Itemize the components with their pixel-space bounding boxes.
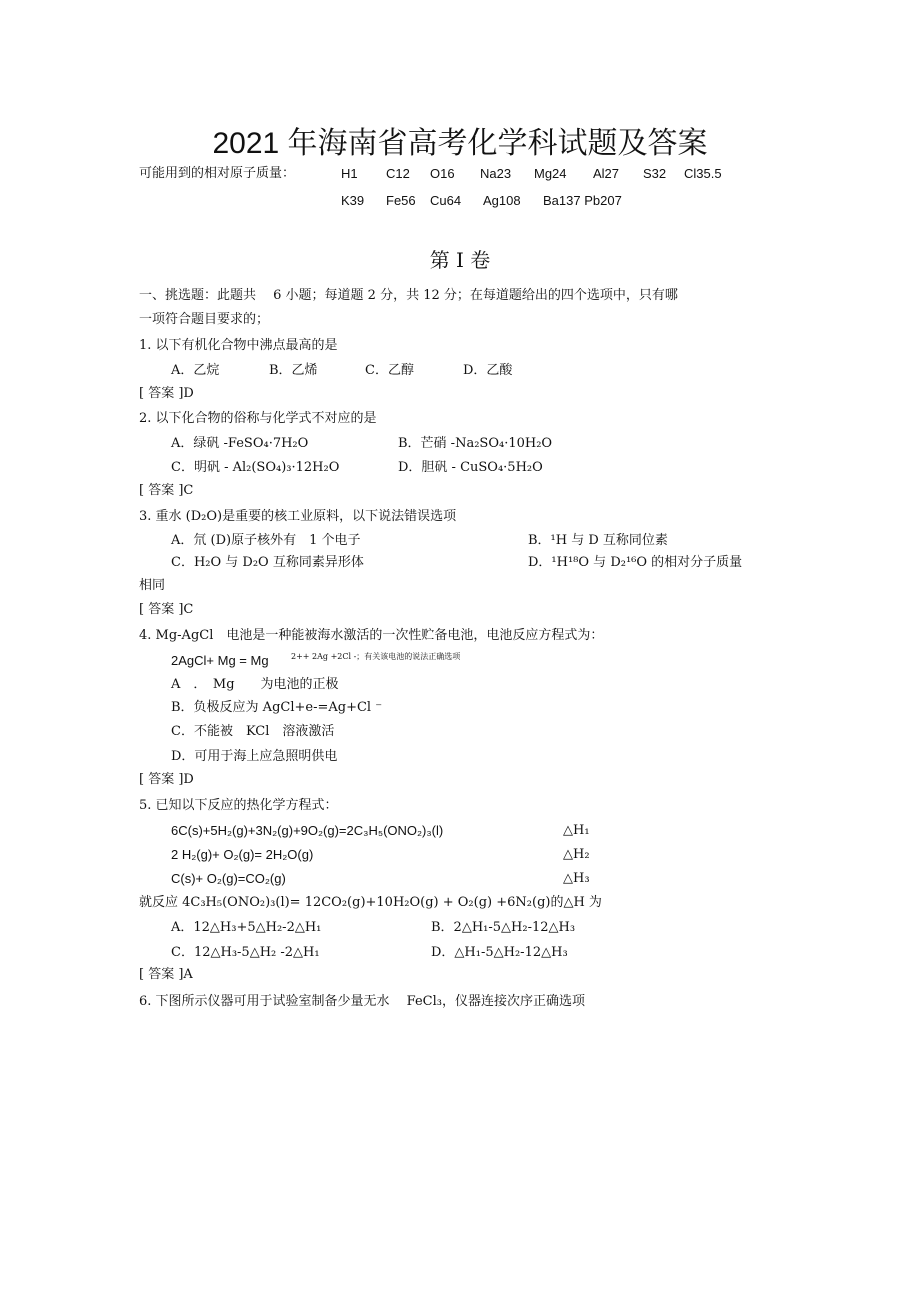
q3-option-d-continued: 相同 [139,578,166,593]
atomic-mass-item: Na23 [480,166,512,181]
q4-answer: [ 答案 ]D [139,772,194,787]
q5-answer: [ 答案 ]A [139,967,193,982]
q1-option-b: B．乙烯 [269,363,318,378]
atomic-mass-item: C12 [386,166,410,181]
atomic-mass-item: Al27 [593,166,620,181]
atomic-mass-item: Fe56 [386,193,416,208]
q5-stem: 5. 已知以下反应的热化学方程式： [139,798,338,813]
atomic-mass-item: K39 [341,193,365,208]
q4-stem: 4. Mg-AgCl 电池是一种能被海水激活的一次性贮备电池，电池反应方程式为： [139,628,604,643]
q5-enthalpy-2: △H₂ [563,847,590,862]
q3-option-d: D．¹H¹⁸O 与 D₂¹⁶O 的相对分子质量 [528,555,743,570]
q4-equation-tail: 2++ 2Ag +2Cl -；有关该电池的说法正确选项 [291,652,461,661]
q5-equation-3: C(s)+ O₂(g)=CO₂(g) [171,871,286,886]
volume-heading: 第 Ⅰ 卷 [429,248,491,272]
q1-option-c: C．乙醇 [365,363,414,378]
q3-option-a: A．氘 (D)原子核外有 1 个电子 [171,533,361,548]
q5-option-d: D．△H₁-5△H₂-12△H₃ [431,945,568,960]
q6-stem: 6. 下图所示仪器可用于试验室制备少量无水 FeCl₃，仪器连接次序正确选项 [139,994,585,1009]
q2-stem: 2. 以下化合物的俗称与化学式不对应的是 [139,411,377,426]
atomic-mass-item: Ba137 Pb207 [543,193,622,208]
q2-answer: [ 答案 ]C [139,483,194,498]
atomic-mass-item: Cu64 [430,193,462,208]
atomic-mass-item: Mg24 [534,166,567,181]
atomic-mass-item: S32 [643,166,667,181]
q1-answer: [ 答案 ]D [139,386,194,401]
section-intro-line2: 一项符合题目要求的； [139,312,270,327]
q2-option-a: A．绿矾 -FeSO₄·7H₂O [171,436,309,451]
q5-enthalpy-3: △H₃ [563,871,590,886]
q5-target-reaction: 就反应 4C₃H₅(ONO₂)₃(l)= 12CO₂(g)+10H₂O(g) + O₂(g) +6N₂(g)的△H 为 [139,895,602,910]
q3-option-b: B．¹H 与 D 互称同位素 [528,533,668,548]
q1-stem: 1. 以下有机化合物中沸点最高的是 [139,338,338,353]
page-title: 2021 年海南省高考化学科试题及答案 [212,127,708,160]
q2-option-b: B．芒硝 -Na₂SO₄·10H₂O [398,436,553,451]
q5-option-b: B．2△H₁-5△H₂-12△H₃ [431,920,576,935]
q4-option-a: A ． Mg 为电池的正极 [171,677,339,692]
q5-enthalpy-1: △H₁ [563,823,590,838]
q1-option-a: A．乙烷 [171,363,220,378]
q4-option-d: D．可用于海上应急照明供电 [171,749,338,764]
q5-option-c: C．12△H₃-5△H₂ -2△H₁ [171,945,320,960]
q2-option-d: D．胆矾 - CuSO₄·5H₂O [398,460,543,475]
q2-option-c: C．明矾 - Al₂(SO₄)₃·12H₂O [171,460,340,475]
q4-equation: 2AgCl+ Mg = Mg [171,653,269,668]
q3-option-c: C．H₂O 与 D₂O 互称同素异形体 [171,555,364,570]
atomic-mass-item: Cl35.5 [684,166,722,181]
q3-stem: 3. 重水 (D₂O)是重要的核工业原料，以下说法错误选项 [139,509,457,524]
q4-option-c: C．不能被 KCl 溶液激活 [171,724,335,739]
atomic-mass-item: O16 [430,166,455,181]
q5-option-a: A．12△H₃+5△H₂-2△H₁ [171,920,322,935]
atomic-mass-label: 可能用到的相对原子质量： [139,166,296,181]
q5-equation-1: 6C(s)+5H₂(g)+3N₂(g)+9O₂(g)=2C₃H₅(ONO₂)₃(l) [171,823,444,838]
atomic-mass-item: H1 [341,166,358,181]
section-intro-line1: 一、挑选题：此题共 6 小题；每道题 2 分，共 12 分；在每道题给出的四个选项中，只有哪 [139,288,678,303]
q3-answer: [ 答案 ]C [139,602,194,617]
q5-equation-2: 2 H₂(g)+ O₂(g)= 2H₂O(g) [171,847,314,862]
q4-option-b: B．负极反应为 AgCl+e-=Ag+Cl ⁻ [171,700,383,715]
q1-option-d: D．乙酸 [463,363,513,378]
atomic-mass-item: Ag108 [483,193,521,208]
